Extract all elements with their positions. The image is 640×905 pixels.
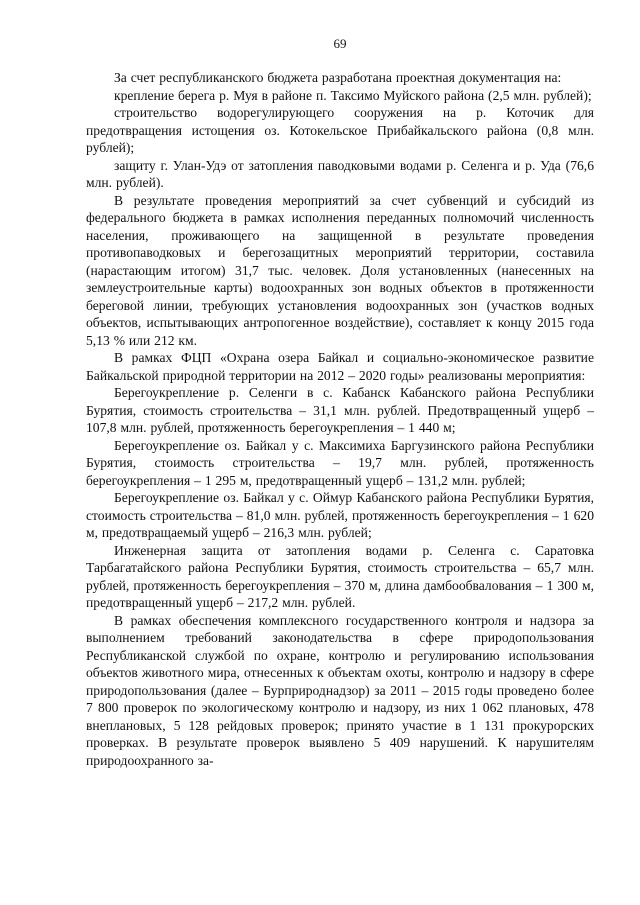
paragraph: В рамках обеспечения комплексного государственного контроля и надзора за выполнением требований законодательства в сфере природопользования Республиканской службой по охране, контролю и регулированию использования объектов животного мира, отнесенных к объектам охоты, контролю и надзору в сфере природопользования (далее – Бурприроднадзор) за 2011 – 2015 годы проведено более 7 800 проверок по экологическому контролю и надзору, из них 1 062 плановых, 478 внеплановых, 5 128 рейдовых проверок; принято участие в 1 131 прокурорских проверках. В результате проверок выявлено 5 409 нарушений. К нарушителям природоохранного за- <box>86 612 594 768</box>
paragraph: Берегоукрепление р. Селенги в с. Кабанск Кабанского района Республики Бурятия, стоимость строительства – 31,1 млн. рублей. Предотвращенный ущерб – 107,8 млн. рублей, протяженность берегоукрепления – 1 440 м; <box>86 385 594 435</box>
paragraph: Берегоукрепление оз. Байкал у с. Максимиха Баргузинского района Республики Бурятия, стоимость строительства – 19,7 млн. рублей, протяженность берегоукрепления – 1 295 м, предотвращенный ущерб – 131,2 млн. рублей; <box>86 437 594 488</box>
paragraph: строительство водорегулирующего сооружения на р. Коточик для предотвращения истощения оз. Котокельское Прибайкальского района (0,8 млн. рублей); <box>86 105 594 155</box>
paragraph: Инженерная защита от затопления водами р. Селенга с. Саратовка Тарбагатайского района Республики Бурятия, стоимость строительства – 65,7 млн. рублей, протяженность берегоукрепления – 370 м, длина дамбообвалования – 1 300 м, предотвращенный ущерб – 217,2 млн. рублей. <box>86 542 594 610</box>
paragraph: В результате проведения мероприятий за счет субвенций и субсидий из федерального бюджета в рамках исполнения переданных полномочий численность населения, проживающего на защищенной в результате проведения противопаводковых и берегозащитных мероприятий территории, составила (нарастающим итогом) 31,7 тыс. человек. Доля установленных (нанесенных на землеустроительные карты) водоохранных зон водных объектов в протяженности береговой линии, требующих установления водоохранных зон (участков водных объектов, испытывающих антропогенное воздействие), составляет к концу 2015 года 5,13 % или 212 км. <box>86 192 594 348</box>
paragraph: За счет республиканского бюджета разработана проектная документация на: <box>114 70 562 85</box>
paragraph: Берегоукрепление оз. Байкал у с. Оймур Кабанского района Республики Бурятия, стоимость строительства – 81,0 млн. рублей, протяженность берегоукрепления – 1 620 м, предотвращаемый ущерб – 216,3 млн. рублей; <box>86 490 594 540</box>
paragraph: В рамках ФЦП «Охрана озера Байкал и социально-экономическое развитие Байкальской природной территории на 2012 – 2020 годы» реализованы мероприятия: <box>86 350 594 383</box>
page-number: 69 <box>333 36 347 51</box>
paragraph: защиту г. Улан-Удэ от затопления паводковыми водами р. Селенга и р. Уда (76,6 млн. рублей). <box>86 157 594 190</box>
body-text <box>86 69 594 769</box>
paragraph: крепление берега р. Муя в районе п. Таксимо Муйского района (2,5 млн. рублей); <box>114 87 592 103</box>
